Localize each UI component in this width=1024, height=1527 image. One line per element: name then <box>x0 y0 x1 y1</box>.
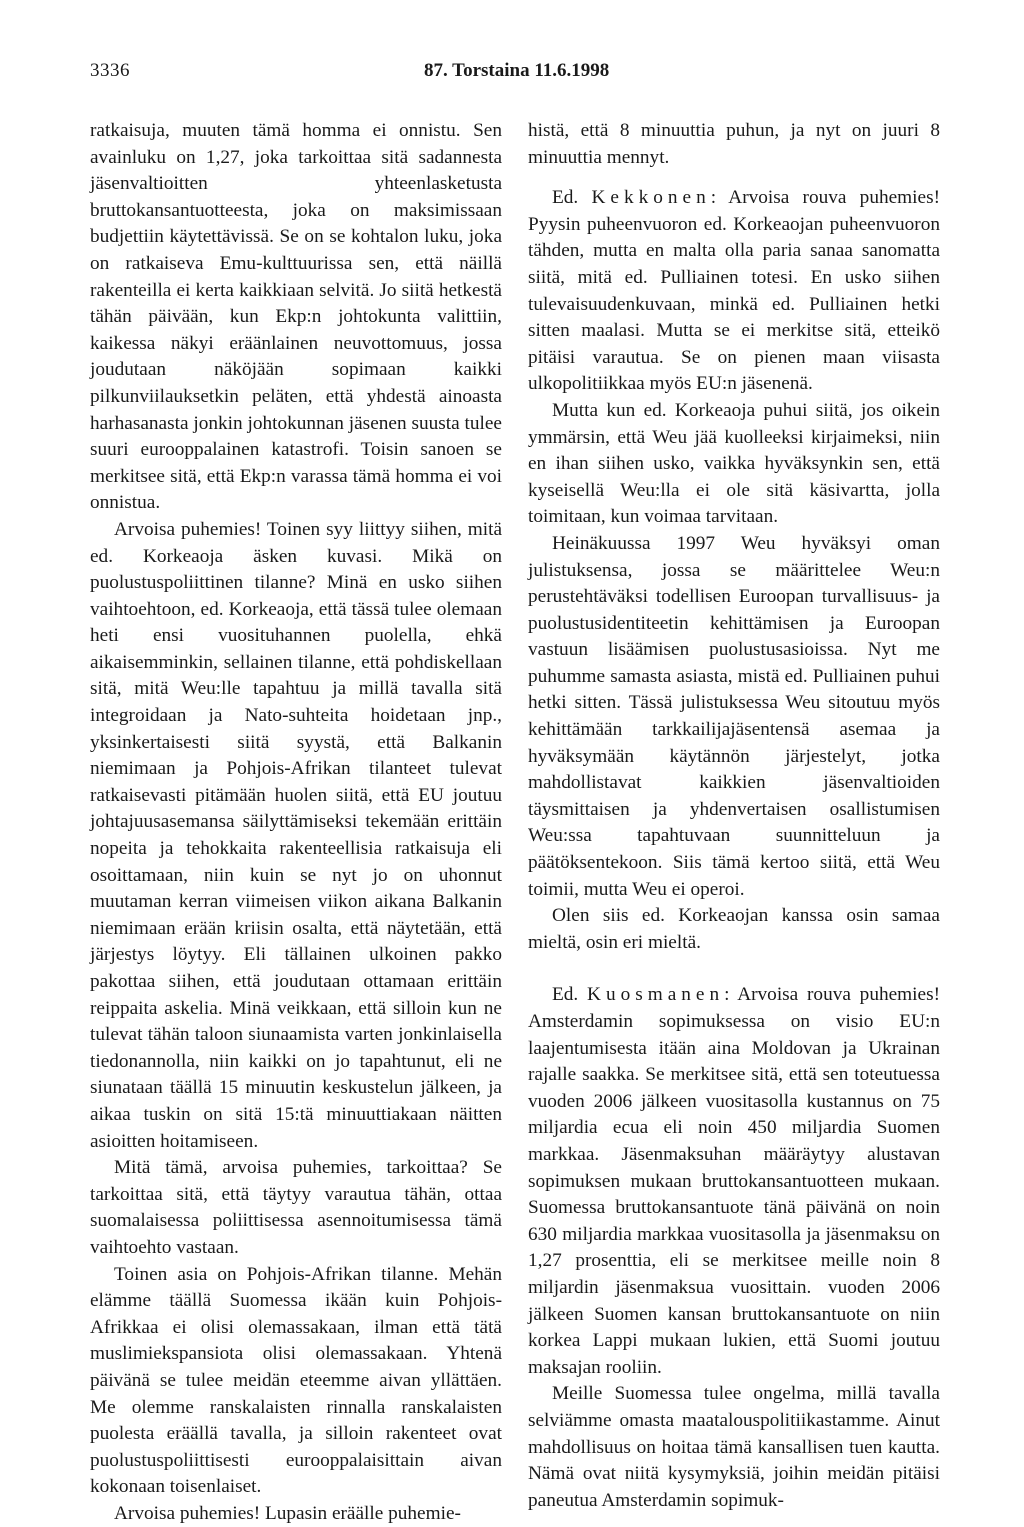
paragraph: Heinäkuussa 1997 Weu hyväksyi oman julistuksensa, jossa se määrittelee Weu:n perustehtäväksi todellisen Euroopan turvallisuus- ja puolustusidentiteetin kehittämisen ja Euroopan vastuun lisäämisen puolustusasioissa. Nyt me puhumme samasta asiasta, mistä ed. Pulliainen puhui hetki sitten. Tässä julistuksessa Weu sitoutuu myös kehittämään tarkkailijajäsentensä asemaa ja hyväksymään käytännön järjestelyt, jotka mahdollistavat kaikkien jäsenvaltioiden täysmittaisen ja yhdenvertaisen osallistumisen Weu:ssa tapahtuvaan suunnitteluun ja päätöksentekoon. Siis tämä kertoo siitä, että Weu toimii, mutta Weu ei operoi. <box>528 532 940 900</box>
right-column <box>528 118 940 1514</box>
page-number: 3336 <box>90 60 130 81</box>
speech-kekkonen <box>528 185 940 398</box>
left-column <box>90 118 502 1527</box>
paragraph: Arvoisa puhemies! Toinen syy liittyy siihen, mitä ed. Korkeaoja äsken kuvasi. Mikä on puolustuspoliittinen tilanne? Minä en usko siihen vaihtoehtoon, ed. Korkeaoja, että tässä tulee olemaan heti ensi vuosituhannen puolella, ehkä aikaisemminkin, sellainen tilanne, että pohdiskellaan sitä, mitä Weu:lle tapahtuu ja millä tavalla sitä integroidaan ja Nato-suhteita hoidetaan jnp., yksinkertaisesti siitä syystä, että Balkanin niemimaan ja Pohjois-Afrikan tilanteet tulevat ratkaisevasti pitämään huolen siitä, että EU joutuu johtajuusasemansa säilyttämiseksi tekemään erittäin nopeita ja tehokkaita rakenteellisia ratkaisuja eli osoittamaan, niin kuin se nyt jo on uhonnut muutaman kerran viimeisen viikon aikana Balkanin niemimaan erään kriisin osalta, että näytetään, että järjestys löytyy. Eli tällainen ulkoinen pakko pakottaa siihen, että joudutaan ottamaan erittäin reippaita askelia. Minä veikkaan, että silloin kun ne tulevat tähän taloon siunaamista varten jonkinlaisella tiedonannolla, niin kaikki on jo tapahtunut, eli ne siunataan täällä 15 minuutin keskustelun jälkeen, ja aikaa tuskin on sitä 15:tä minuuttiakaan näitten asioitten hoitamiseen. <box>90 518 502 1152</box>
paragraph: Mutta kun ed. Korkeaoja puhui siitä, jos oikein ymmärsin, että Weu jää kuolleeksi kirjaimeksi, niin en ihan siihen usko, vaikka hyväksynkin sen, että kyseisellä Weu:lla ei ole sitä käsivartta, jolla toimitaan, kun voimaa tarvitaan. <box>528 399 940 528</box>
paragraph: ratkaisuja, muuten tämä homma ei onnistu. Sen avainluku on 1,27, joka tarkoittaa sitä sadannesta jäsenvaltioitten yhteenlasketusta bruttokansantuotteesta, joka on maksimissaan budjettiin käytettävissä. Se on se kohtalon luku, joka on ratkaiseva Emu-kulttuurissa sen, että näillä rakenteilla ei kerta kaikkiaan selvitä. Jo siitä hetkestä tähän päivään, kun Ekp:n johtokunta valittiin, kaikessa näkyi eräänlainen neuvottomuus, jossa joudutaan näköjään sopimaan kaikki pilkunviilauksetkin peläten, että yhdestä ainoasta harhasanasta jonkin johtokunnan jäsenen suusta tulee suuri eurooppalainen katastrofi. Toisin sanoen se merkitsee sitä, että Ekp:n varassa tämä homma ei voi onnistua. <box>90 120 502 514</box>
paragraph: Toinen asia on Pohjois-Afrikan tilanne. Mehän elämme täällä Suomessa ikään kuin Pohjois-Afrikkaa ei olisi olemassakaan, ilman että tätä muslimiekspansiota olisi olemassakaan. Yhtenä päivänä se tulee meidän eteemme aivan yllättäen. Me olemme ranskalaisten rinnalla ranskalaisten puolesta eräällä tavalla, ja silloin rakenteet ovat puolustuspoliittisesti eurooppalaisittain aivan kokonaan toisenlaiset. <box>90 1263 502 1498</box>
speaker-name: Kekkonen <box>591 187 711 209</box>
paragraph: Mitä tämä, arvoisa puhemies, tarkoittaa? Se tarkoittaa sitä, että täytyy varautua tähän, ottaa suomalaisessa poliittisessa asennoitumisessa tämä vaihtoehto vastaan. <box>90 1157 502 1258</box>
speaker-prefix: Ed. <box>552 187 592 209</box>
speech-text: : Arvoisa rouva puhemies! Pyysin puheenvuoron ed. Korkeaojan puheenvuoron tähden, mutta en malta olla paria sanaa sanomatta siitä, mitä ed. Pulliainen totesi. En usko siihen tulevaisuudenkuvaan, minkä ed. Pulliainen hetki sitten maalasi. Mutta se ei merkitse sitä, etteikö pitäisi varautua. Se on pienen maan viisasta ulkopolitiikkaa myös EU:n jäsenenä. <box>528 187 941 395</box>
paragraph: Meille Suomessa tulee ongelma, millä tavalla selviämme omasta maatalouspolitiikastamme. Ainut mahdollisuus on hoitaa tämä kansallisen tuen kautta. Nämä ovat niitä kysymyksiä, joihin meidän pitäisi paneutua Amsterdamin sopimuk- <box>528 1383 940 1511</box>
speech-kuosmanen <box>528 982 940 1381</box>
paragraph: Olen siis ed. Korkeaojan kanssa osin samaa mieltä, osin eri mieltä. <box>528 905 940 953</box>
running-head: 87. Torstaina 11.6.1998 <box>424 60 610 81</box>
page-header <box>0 60 1024 90</box>
paragraph: Arvoisa puhemies! Lupasin eräälle puhemie- <box>114 1502 461 1524</box>
paragraph: histä, että 8 minuuttia puhun, ja nyt on juuri 8 minuuttia mennyt. <box>528 120 940 168</box>
speaker-name: Kuosmanen <box>587 984 725 1006</box>
speech-text: : Arvoisa rouva puhemies! Amsterdamin sopimuksessa on visio EU:n laajentumisesta itään aina Moldovan ja Ukrainan rajalle saakka. Se merkitsee sitä, että sen toteutuessa vuoden 2006 jälkeen vuositasolla kustannus on 75 miljardia ecua eli noin 450 miljardia Suomen markkaa. Jäsenmaksuhan määräytyy alustavan sopimuksen mukaan bruttokansantuotteen mukaan. Suomessa bruttokansantuote tänä päivänä on noin 630 miljardia markkaa vuositasolla ja jäsenmaksu on 1,27 prosenttia, eli se merkitsee meille noin 8 miljardin jäsenmaksua vuosittain. vuoden 2006 jälkeen Suomen kansan bruttokansantuote on niin korkea Lappi mukaan lukien, että Suomi joutuu maksajan rooliin. <box>528 984 940 1378</box>
speaker-prefix: Ed. <box>552 984 588 1006</box>
